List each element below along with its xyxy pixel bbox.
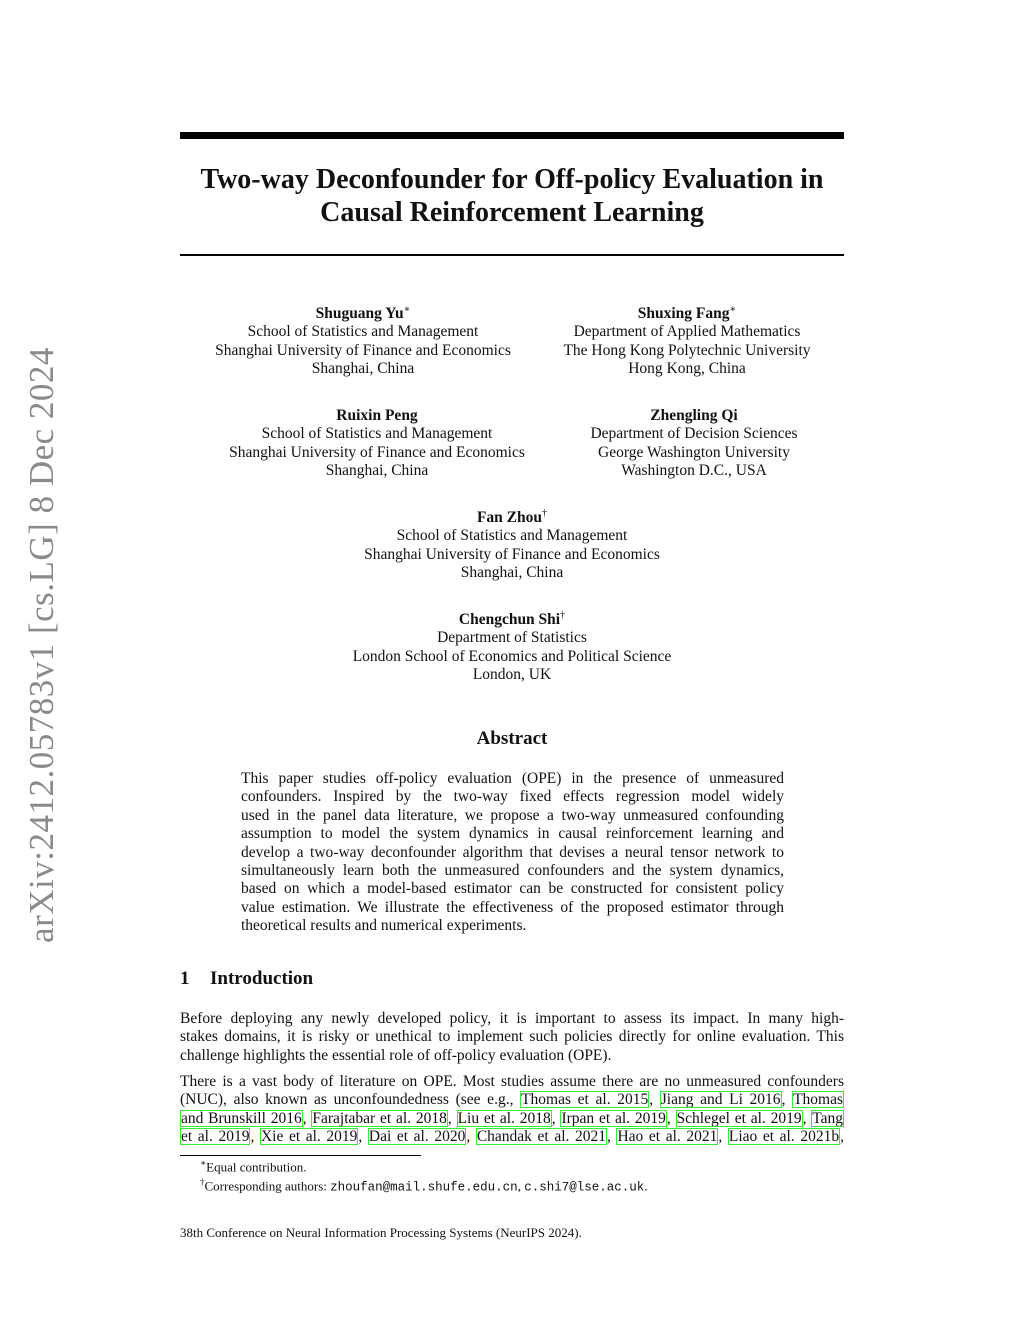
citation-link[interactable]: Tang [812,1109,844,1127]
author-name: Fan Zhou† [476,508,548,527]
paragraph-line: stakes domains, it is risky or unethical to implement such policies directly for online evaluation. This [180,1028,844,1046]
citation-link[interactable]: Liao et al. 2021b [728,1127,840,1145]
author-location: London, UK [472,666,552,684]
author-institution: Shanghai University of Finance and Economics [229,443,525,461]
author-block [542,301,832,378]
citation-link[interactable]: Liu et al. 2018 [457,1109,551,1127]
citation-link[interactable]: Irpan et al. 2019 [561,1109,666,1127]
abstract-line: confounders. Inspired by the two-way fixed effects regression model widely [241,788,784,806]
abstract-body [241,770,784,936]
abstract-heading: Abstract [476,728,548,749]
title-bottom-rule [180,254,844,256]
title-line-1: Two-way Deconfounder for Off-policy Evaluation in [200,164,824,195]
author-name: Ruixin Peng [336,407,418,425]
author-department: School of Statistics and Management [396,527,628,545]
title-line-2: Causal Reinforcement Learning [320,197,704,228]
email-link[interactable]: zhoufan@mail.shufe.edu.cn [330,1180,518,1195]
paragraph-line: challenge highlights the essential role of off-policy evaluation (OPE). [180,1046,612,1064]
arxiv-identifier-stamp [17,347,67,943]
paragraph-line: et al. 2019, Xie et al. 2019, Dai et al. 2020, Chandak et al. 2021, Hao et al. 2021, Liao et al. 2021b, [181,1127,844,1145]
section-title: Introduction [210,968,314,989]
author-name: Chengchun Shi† [458,610,566,629]
author-department: Department of Applied Mathematics [573,323,801,341]
author-location: Washington D.C., USA [621,462,767,480]
abstract-line: assumption to model the system dynamics in causal reinforcement learning and [241,825,784,843]
citation-link[interactable]: et al. 2019 [181,1127,250,1145]
citation-link[interactable]: Schlegel et al. 2019 [676,1109,802,1127]
author-name: Shuguang Yu∗ [315,304,411,323]
intro-paragraph-1 [180,1010,844,1065]
abstract-line: develop a two-way deconfounder algorithm that devises a neural tensor network to [241,843,784,861]
citation-link[interactable]: Jiang and Li 2016 [660,1091,781,1109]
email-link[interactable]: c.shi7@lse.ac.uk [524,1180,645,1195]
citation-link[interactable]: Thomas [793,1091,844,1109]
author-location: Hong Kong, China [628,360,746,378]
section-heading-introduction [180,968,313,990]
author-institution: London School of Economics and Political Science [352,647,672,665]
author-block [180,505,844,582]
section-number: 1 [180,968,190,989]
citation-link[interactable]: Farajtabar et al. 2018 [312,1109,447,1127]
footnote-corresponding-authors: †Corresponding authors: zhoufan@mail.shufe.edu.cn, c.shi7@lse.ac.uk. [200,1177,648,1195]
title-top-rule [180,132,844,139]
footnote-equal-contribution: ∗Equal contribution. [200,1158,307,1175]
arxiv-identifier-text: arXiv:2412.05783v1 [cs.LG] 8 Dec 2024 [22,347,62,943]
abstract-line: used in the panel data literature, we propose a two-way unmeasured confounding [241,806,784,824]
citation-link[interactable]: and Brunskill 2016 [181,1109,302,1127]
author-name: Shuxing Fang∗ [637,304,737,323]
author-name: Zhengling Qi [650,407,738,425]
abstract-line: This paper studies off-policy evaluation (OPE) in the presence of unmeasured [241,770,784,787]
citation-link[interactable]: Hao et al. 2021 [617,1127,718,1145]
author-block [180,607,844,684]
author-institution: Shanghai University of Finance and Economics [215,341,511,359]
author-institution: George Washington University [598,443,790,461]
abstract-line: based on which a model-based estimator can be constructed for consistent policy [241,880,784,898]
paper-title [180,163,844,229]
author-department: School of Statistics and Management [261,425,493,443]
author-block [207,403,547,480]
author-block [560,403,828,480]
author-location: Shanghai, China [460,564,564,582]
author-location: Shanghai, China [311,360,415,378]
abstract-line: theoretical results and numerical experiments. [241,917,527,935]
author-department: School of Statistics and Management [247,323,479,341]
footnote-rule [180,1155,421,1156]
paragraph-line: Before deploying any newly developed policy, it is important to assess its impact. In many high- [180,1010,844,1027]
author-department: Department of Statistics [437,629,587,647]
author-location: Shanghai, China [325,462,429,480]
citation-link[interactable]: Thomas et al. 2015 [521,1091,649,1109]
author-institution: Shanghai University of Finance and Economics [364,545,660,563]
author-institution: The Hong Kong Polytechnic University [563,341,811,359]
citation-link[interactable]: Dai et al. 2020 [368,1127,466,1145]
intro-paragraph-2 [180,1073,844,1146]
abstract-line: simultaneously learn both the unmeasured confounders and the system dynamics, [241,862,784,880]
paragraph-line: and Brunskill 2016, Farajtabar et al. 2018, Liu et al. 2018, Irpan et al. 2019, Schlegel et al. 2019, Tang [181,1109,844,1127]
conference-venue: 38th Conference on Neural Information Processing Systems (NeurIPS 2024). [180,1225,582,1240]
author-block [193,301,533,378]
author-department: Department of Decision Sciences [590,425,798,443]
citation-link[interactable]: Xie et al. 2019 [260,1127,358,1145]
citation-link[interactable]: Chandak et al. 2021 [476,1127,606,1145]
paragraph-line: (NUC), also known as unconfoundedness (see e.g., Thomas et al. 2015, Jiang and Li 2016, Thomas [180,1091,844,1109]
paragraph-line: There is a vast body of literature on OPE. Most studies assume there are no unmeasured confounders [180,1073,844,1090]
abstract-line: value estimation. We illustrate the effectiveness of the proposed estimator through [241,898,784,916]
